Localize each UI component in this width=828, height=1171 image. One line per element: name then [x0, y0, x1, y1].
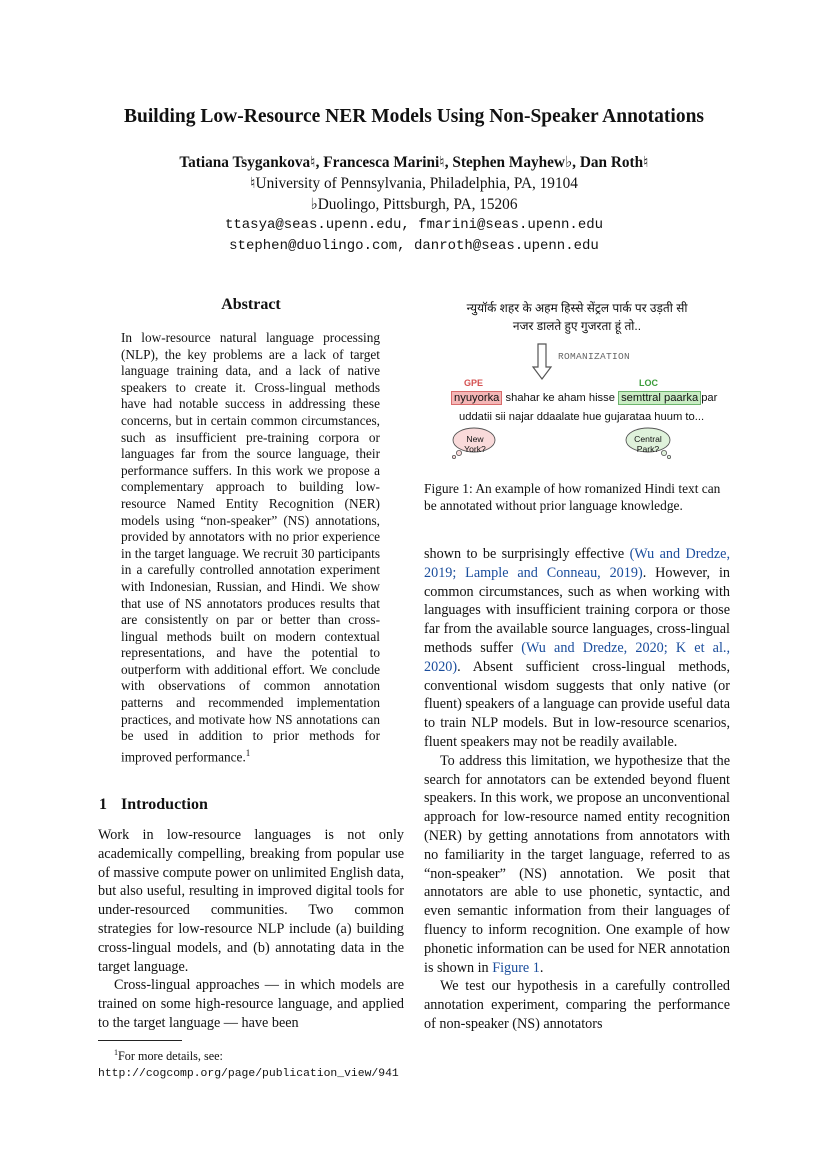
abstract-text — [121, 330, 380, 766]
citation-link[interactable]: (Wu and Dredze, 2019; Lample and Conneau, 2019) — [424, 546, 730, 581]
right-paragraph-3: We test our hypothesis in a carefully controlled annotation experiment, comparing the performance of non-speaker (NS) annotators — [424, 978, 730, 1032]
author-names: Tatiana Tsygankova♮, Francesca Marini♮, Stephen Mayhew♭, Dan Roth♮ — [179, 154, 649, 171]
text-run: . — [539, 959, 544, 976]
affiliation-duolingo: ♭Duolingo, Pittsburgh, PA, 15206 — [310, 196, 518, 213]
loc-entity-highlight: semttral paarka — [618, 391, 701, 405]
bubble-line: New — [466, 434, 484, 444]
down-arrow-icon — [531, 343, 553, 381]
affiliation-upenn: ♮University of Pennsylvania, Philadelphia, PA, 19104 — [250, 175, 578, 192]
paper-title: Building Low-Resource NER Models Using Non-Speaker Annotations — [123, 106, 705, 127]
bubble-line: Central — [634, 434, 662, 444]
footnote — [98, 1045, 404, 1082]
romanized-middle-words: shahar ke aham hisse — [502, 392, 619, 404]
footnote-mark: 1 — [114, 1048, 118, 1057]
romanized-line-1 — [451, 392, 717, 404]
intro-paragraph-1: Work in low-resource languages is not only academically compelling, breaking from popular use of massive compute power on unlimited English data, but also useful, resulting in improved digital tools for under-resourced communities. Two common strategies for low-resource NLP include (a) building cross-lingual models, and (b) annotating data in the target language. — [98, 827, 404, 975]
left-column-body — [98, 826, 404, 1033]
text-run: To address this limitation, we hypothesize that the search for annotators can be extended beyond fluent speakers. In this work, we propose an unconventional approach for low-resource named entity recognition (NER) by getting annotations from annotators with no familiarity in the target language, referred to as “non-speaker” (NS) annotation. We posit that annotators are able to use phonetic, syntactic, and even semantic information from their languages of fluency to inform recognition. One example of how phonetic information can be used for NER annotation is shown in — [424, 752, 730, 976]
right-column-body — [424, 545, 730, 1034]
thought-bubble-new-york — [450, 426, 496, 460]
author-emails-2: stephen@duolingo.com, danroth@seas.upenn.edu — [229, 238, 599, 254]
figure-reference-link[interactable]: Figure 1 — [492, 959, 540, 976]
hindi-line-2: नजर डालते हुए गुजरता हूं तो.. — [512, 319, 642, 333]
hindi-line-1: न्युयॉर्क शहर के अहम हिस्से सेंट्रल पार्क पर उड़ती सी — [466, 301, 688, 315]
abstract-footnote-mark: 1 — [245, 747, 251, 758]
author-emails-1: ttasya@seas.upenn.edu, fmarini@seas.upenn.edu — [224, 217, 604, 233]
bubble-line: York? — [464, 444, 486, 454]
abstract-heading: Abstract — [221, 296, 281, 313]
gpe-label: GPE — [464, 378, 484, 388]
text-run: . However, in common circumstances, such as when working with languages with insufficient training corpora or those far from the available source languages, cross-lingual methods suffer — [424, 564, 731, 656]
footnote-rule — [98, 1040, 182, 1041]
section-title: Introduction — [121, 796, 208, 813]
figure-caption: Figure 1: An example of how romanized Hindi text can be annotated without prior language knowledge. — [424, 481, 721, 513]
citation-link[interactable]: (Wu and Dredze, 2020; K et al., 2020) — [424, 639, 731, 675]
footnote-text: For more details, see: — [118, 1049, 223, 1064]
author-block — [0, 152, 828, 257]
thought-bubble-central-park — [624, 426, 672, 460]
romanized-end-word: par — [701, 392, 718, 404]
figure-1 — [424, 290, 730, 470]
figure-hindi-text — [424, 299, 730, 335]
bubble-line: Park? — [636, 444, 660, 454]
bubble-text-central-park — [624, 434, 672, 454]
text-run: shown to be surprisingly effective — [424, 546, 630, 562]
section-heading-introduction — [99, 796, 208, 814]
section-number: 1 — [99, 796, 107, 813]
gpe-entity-highlight: nyuyorka — [451, 391, 502, 405]
footnote-url-link[interactable]: http://cogcomp.org/page/publication_view/941 — [98, 1067, 399, 1080]
text-run: . Absent sufficient cross-lingual methods, conventional wisdom suggests that only native (or fluent) speakers of a language can provide useful data to train NLP models. But in low-resource scenarios, fluent speakers may not be readily available. — [424, 658, 730, 750]
right-paragraph-1 — [424, 545, 730, 752]
romanized-line-2: uddatii sii najar ddaalate hue gujarataa huum to... — [459, 411, 705, 423]
bubble-text-new-york — [454, 434, 496, 454]
right-paragraph-2 — [424, 752, 730, 978]
intro-paragraph-2: Cross-lingual approaches — in which models are trained on some high-resource language, and applied to the target language — have been — [98, 977, 404, 1031]
loc-label: LOC — [639, 378, 658, 388]
romanization-label: ROMANIZATION — [558, 351, 631, 362]
abstract-body-text: In low-resource natural language processing (NLP), the key problems are a lack of target language training data, and a lack of native speakers to create it. Cross-lingual methods have had notable success in addressing these concerns, but in certain common circumstances, such as insufficient pre-training corpora or languages far from the source language, their performance suffers. In this work we propose a complementary approach to building low-resource Named Entity Recognition (NER) models using “non-speaker” (NS) annotations, provided by annotators with no prior experience in the target language. We recruit 30 participants in a carefully controlled annotation experiment with Indonesian, Russian, and Hindi. We show that use of NS annotators produces results that are consistently on par or better than cross-lingual methods built on modern contextual representations, and have the potential to outperform with additional effort. We conclude with observations of common annotation patterns and recommended implementation practices, and motivate how NS annotations can be used in addition to prior methods for improved performance. — [121, 330, 380, 765]
